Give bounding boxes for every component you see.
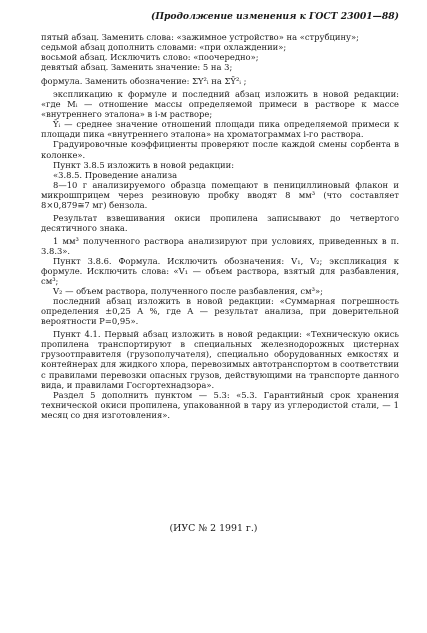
clause-4-1-paragraph: Пункт 4.1. Первый абзац изложить в новой редакции: «Техническую окись пропилена транспортируют в специальных железнодорожных цистернах грузоотправителя (грузополучателя), специально оборудованных емкостях и контейнерах для жидкого хлора, перевозимых автотранспортом в соответствии с правилами перевозки опасных грузов, действующими на транспорте данного вида, и правилами Госгортехнадзора». xyxy=(41,329,399,390)
text-line-2: седьмой абзац дополнить словами: «при охлаждении»; xyxy=(41,42,287,53)
clause-3-8-5-intro: Пункт 3.8.5 изложить в новой редакции: xyxy=(53,159,235,170)
text-line-1: пятый абзац. Заменить слова: «зажимное устройство» на «струбцину»; xyxy=(41,32,359,42)
section-5-paragraph: Раздел 5 дополнить пунктом — 5.3: «5.3. Гарантийный срок хранения технической окиси пропилена, упакованной в тару из углеродистой стали, — 1 месяц со дня изготовления». xyxy=(41,389,399,420)
analysis-paragraph: 1 мм³ полученного раствора анализируют при условиях, приведенных в п. 3.8.3». xyxy=(41,235,399,256)
sample-prep-paragraph: 8—10 г анализируемого образца помещают в пенициллиновый флакон и микрошприцем через резиновую пробку вводят 8 мм³ (что составляет 8×0,879≅7 мг) бензола. xyxy=(41,179,399,210)
document-body xyxy=(41,32,399,420)
ius-footer: (ИУС № 2 1991 г.) xyxy=(169,523,258,534)
text-line-4: девятый абзац. Заменить значение: 5 на 3; xyxy=(41,62,233,73)
clause-3-8-6-paragraph: Пункт 3.8.6. Формула. Исключить обозначения: V₁, V₂; экспликация к формуле. Исключить слова: «V₁ — объем раствора, взятый для разбавления, см³; xyxy=(41,255,399,287)
explication-paragraph: экспликацию к формуле и последний абзац изложить в новой редакции: «где Mᵢ — отношение массы определяемой примеси в растворе к массе «внутреннего эталона» в i-м растворе; xyxy=(41,89,399,120)
clause-3-8-5-title: «3.8.5. Проведение анализа xyxy=(53,169,178,180)
page-header: (Продолжение изменения к ГОСТ 23001—88) xyxy=(150,11,399,22)
text-line-3: восьмой абзац. Исключить слово: «поочередно»; xyxy=(41,52,259,63)
mean-value-paragraph: Ȳᵢ — среднее значение отношений площади пика определяемой примеси к площади пика «внутреннего эталона» на хроматограммах i-го раствора. xyxy=(41,119,399,140)
error-paragraph: последний абзац изложить в новой редакции: «Суммарная погрешность определения ±0,25 A %, где A — результат анализа, при доверительной вероятности P=0,95». xyxy=(41,296,399,327)
v2-explication: V₂ — объем раствора, полученного после разбавления, см³»; xyxy=(53,286,323,297)
formula-line: формула. Заменить обозначение: ΣY²ᵢ на ΣȲ²ᵢ ; xyxy=(41,76,247,87)
weighing-paragraph: Результат взвешивания окиси пропилена записывают до четвертого десятичного знака. xyxy=(41,212,399,233)
calibration-paragraph: Градуировочные коэффициенты проверяют после каждой смены сорбента в колонке». xyxy=(41,139,399,160)
